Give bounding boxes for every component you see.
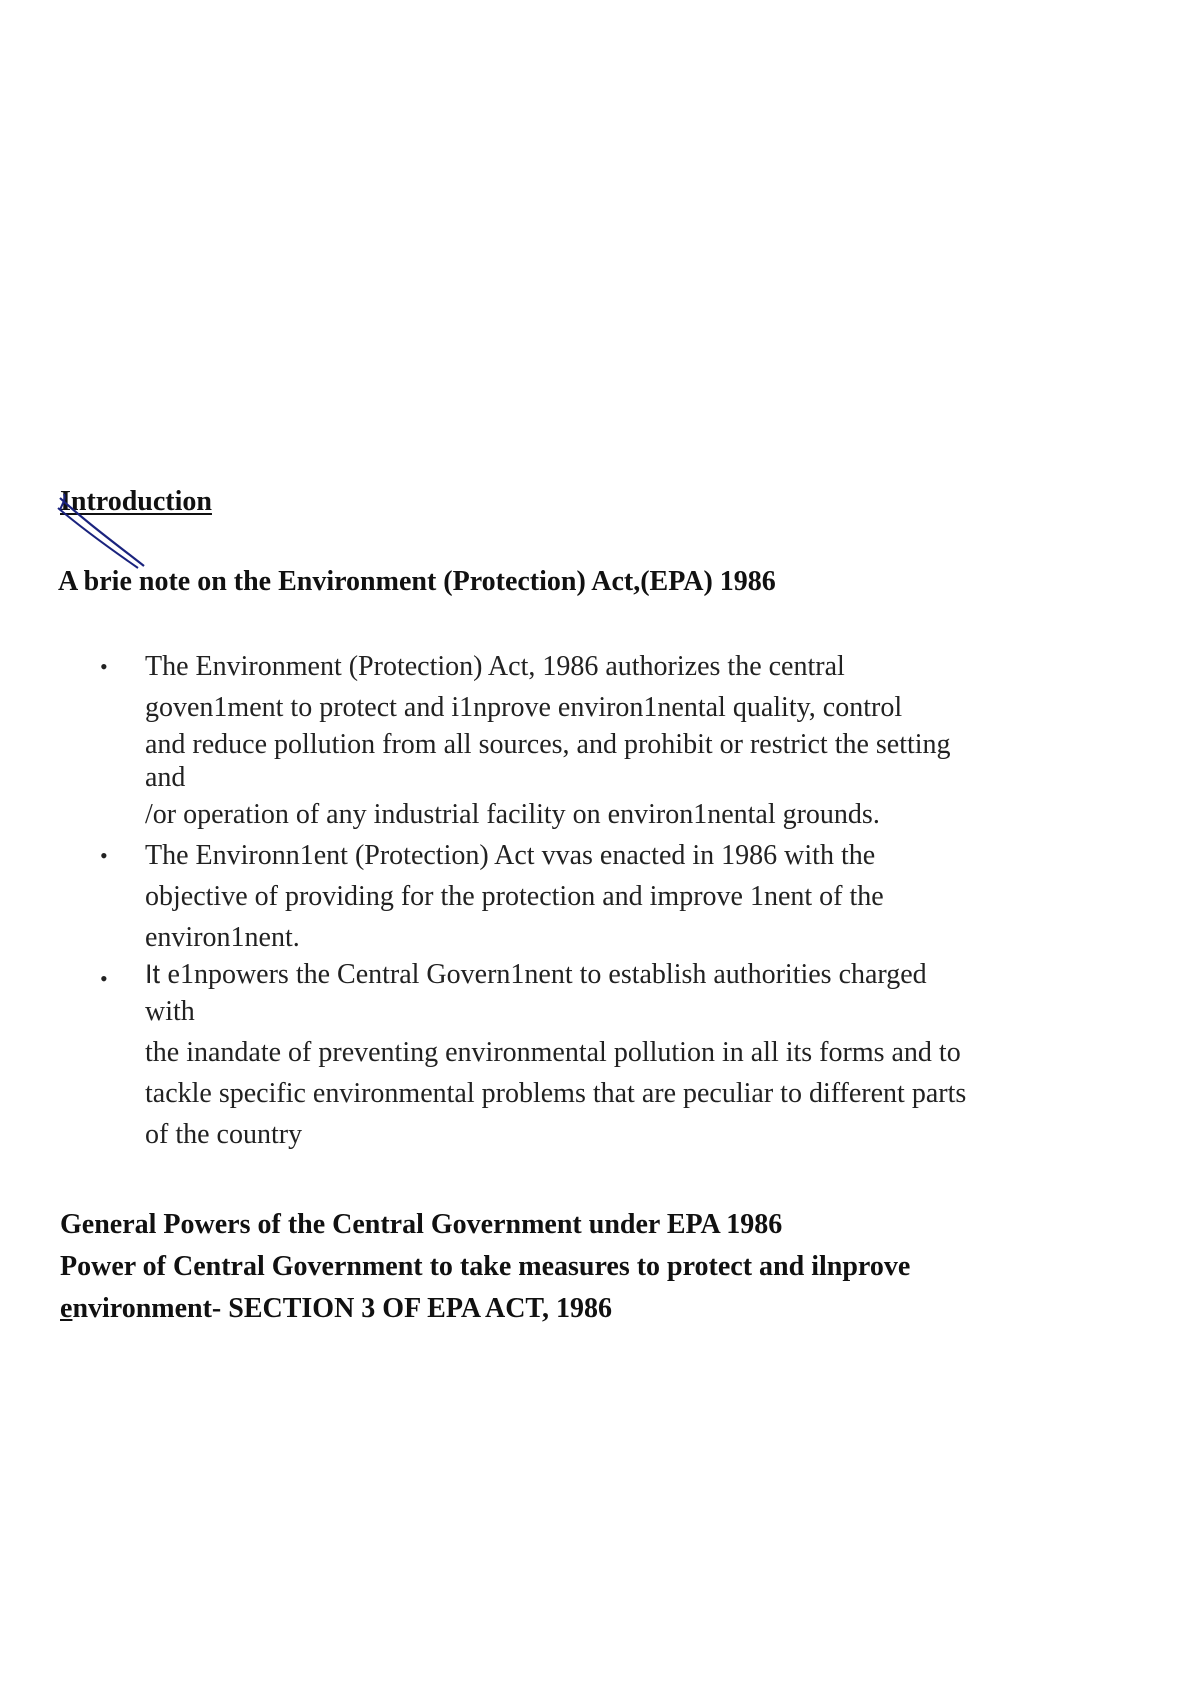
bullet-line-text: e1npowers the Central Govern1nent to establish authorities charged [167,959,927,990]
list-item [100,958,1140,1155]
summary-bullet-list [100,646,1140,1155]
bullet-line: and [145,762,186,793]
bullet-line: goven1ment to protect and i1nprove environ1nental quality, control [145,692,903,723]
intro-heading: Introduction [60,486,212,517]
bullet-icon: • [100,966,108,991]
bullet-line: the inandate of preventing environmental pollution in all its forms and to [145,1037,961,1068]
section-title: General Powers of the Central Government under EPA 1986 [60,1209,783,1240]
bullet-icon: • [100,843,108,868]
bullet-line: objective of providing for the protection and improve 1nent of the [145,881,884,912]
bullet-line: of the country [145,1119,303,1150]
handwritten-pen-mark [56,492,152,572]
bullet-line: with [145,996,195,1027]
section-subtitle-line-2 [60,1288,910,1330]
bullet-line: and reduce pollution from all sources, and prohibit or restrict the setting [145,729,951,760]
bullet-line: tackle specific environmental problems that are peculiar to different parts [145,1078,967,1109]
section-subtitle-rest: nvironment- SECTION 3 OF EPA ACT, 1986 [72,1293,613,1324]
bullet-line [145,958,1140,991]
section-subtitle-line-1: Power of Central Government to take measures to protect and ilnprove [60,1251,911,1282]
bullet-line: The Environn1ent (Protection) Act vvas enacted in 1986 with the [145,840,876,871]
section-subtitle-first-letter: e [60,1293,73,1324]
list-item [100,835,1140,958]
list-item [100,646,1140,835]
bullet-icon: • [100,654,108,679]
bullet-lead-text: It [145,959,168,989]
act-subheading: A brie note on the Environment (Protection) Act,(EPA) 1986 [58,566,776,597]
bullet-line: /or operation of any industrial facility on environ1nental grounds. [145,799,880,830]
bullet-line: environ1nent. [145,922,300,953]
bullet-line: The Environment (Protection) Act, 1986 authorizes the central [145,651,845,682]
section-heading-block [60,1204,910,1330]
